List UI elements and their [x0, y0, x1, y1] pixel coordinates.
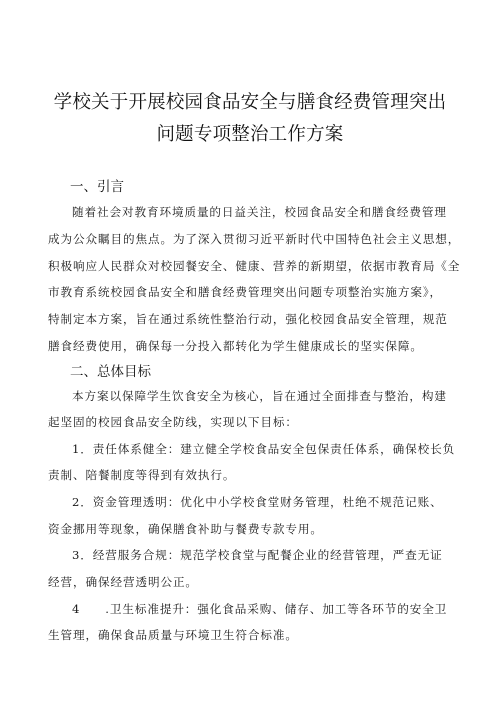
paragraph-line: 成为公众瞩目的焦点。为了深入贯彻习近平新时代中国特色社会主义思想， — [48, 232, 461, 246]
paragraph-line: 起坚固的校园食品安全防线，实现以下目标： — [48, 415, 298, 429]
goal-item-3-line-2: 经营，确保经营透明公正。 — [48, 575, 198, 589]
goal-item-2-line-1: 2．资金管理透明：优化中小学校食堂财务管理，杜绝不规范记账、 — [72, 495, 443, 509]
goal-item-4-line-1: 4 .卫生标准提升：强化食品采购、储存、加工等各环节的安全卫 — [72, 602, 448, 616]
paragraph-line: 市教育系统校园食品安全和膳食经费管理突出问题专项整治实施方案》， — [48, 285, 443, 299]
paragraph-line: 膳食经费使用，确保每一分投入都转化为学生健康成长的坚实保障。 — [48, 339, 423, 353]
paragraph-line: 随着社会对教育环境质量的日益关注，校园食品安全和膳食经费管理 — [72, 205, 447, 219]
section-heading-introduction: 一、引言 — [70, 179, 124, 195]
section-heading-overall-goals: 二、总体目标 — [70, 364, 151, 380]
goal-item-1-line-1: 1．责任体系健全：建立健全学校食品安全包保责任体系，确保校长负 — [72, 442, 456, 456]
document-title-line-2: 问题专项整治工作方案 — [156, 124, 344, 145]
paragraph-line: 积极响应人民群众对校园餐安全、健康、营养的新期望，依据市教育局《全 — [48, 259, 461, 273]
document-title-line-1: 学校关于开展校园食品安全与膳食经费管理突出 — [53, 92, 447, 113]
paragraph-line: 本方案以保障学生饮食安全为核心，旨在通过全面排查与整治，构建 — [72, 389, 447, 403]
goal-item-3-line-1: 3．经营服务合规：规范学校食堂与配餐企业的经营管理，严查无证 — [72, 548, 443, 562]
paragraph-line: 特制定本方案，旨在通过系统性整治行动，强化校园食品安全管理，规范 — [48, 312, 448, 326]
goal-item-2-line-2: 资金挪用等现象，确保膳食补助与餐费专款专用。 — [48, 522, 323, 536]
goal-item-1-line-2: 责制、陪餐制度等得到有效执行。 — [48, 468, 236, 482]
goal-item-4-line-2: 生管理，确保食品质量与环境卫生符合标准。 — [48, 628, 298, 642]
